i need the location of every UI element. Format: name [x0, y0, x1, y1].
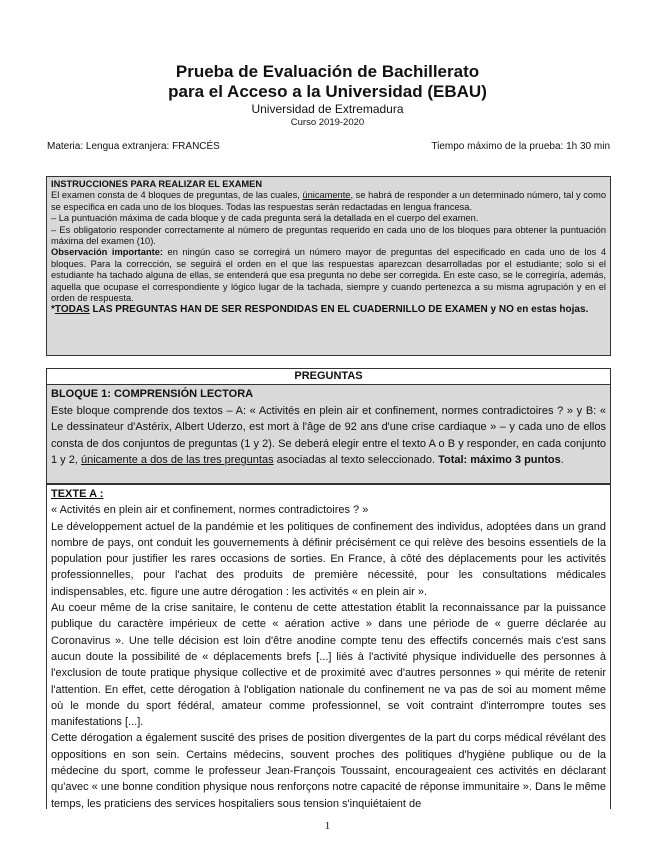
time-limit-label: Tiempo máximo de la prueba: 1h 30 min — [431, 141, 610, 152]
university-name: Universidad de Extremadura — [251, 102, 404, 116]
instructions-paragraph-1 — [51, 190, 606, 213]
exam-title-line1: Prueba de Evaluación de Bachillerato — [175, 62, 480, 81]
final-note-prefix: * — [51, 304, 55, 316]
observation-label: Observación importante: — [51, 247, 163, 258]
preguntas-heading: PREGUNTAS — [46, 368, 611, 385]
instructions-p1-underlined: únicamente — [302, 190, 351, 201]
texte-a-paragraph-2: Au coeur même de la crise sanitaire, le contenu de cette attestation établit la reconnaissance par la puissance publique du caractère impérieux de cette « aération active » dans une période de « guerre déclarée au Coronavirus ». Une telle décision est loin d'être anodine compte tenu des effectifs concernés mais c'est sans aucun doute la possibilité de « déplacements brefs [...] liés à l'activité physique individuelle des personnes à l'exclusion de toute pratique physique collective et de proximité avec d'autres personnes » qui mérite de retenir l'attention. En effet, cette dérogation à l'obligation nationale du confinement ne va pas de soi au moment même où le monde du sport fédéral, amateur comme professionnel, se voit contraint d'interrompre toutes ses manifestations [...]. — [51, 602, 606, 729]
instructions-heading: INSTRUCCIONES PARA REALIZAR EL EXAMEN — [51, 179, 263, 189]
course-year: Curso 2019-2020 — [290, 117, 365, 128]
final-note-underlined: TODAS — [54, 304, 90, 316]
bloque-1-title: BLOQUE 1: COMPRENSIÓN LECTORA — [51, 388, 254, 400]
instructions-p1-end: , se habrá de responder a un determinado número, tal y como se especifica en cada uno de los bloques. Todas las respuestas serán redactadas en lengua francesa. — [51, 190, 606, 212]
instructions-box — [46, 176, 611, 356]
texte-a-paragraph-1: Le développement actuel de la pandémie et les politiques de confinement des individus, adoptées dans un grand nombre de pays, ont conduit les gouvernements à définir précisément ce qui relève des besoins essentiels de la population pour justifier les rares occasions de sorties. En France, à côté des déplacements pour les activités professionnelles, pour l'achat des produits de première nécessité, pour les consultations médicales indispensables, etc. figure une autre dérogation : les activités « en plein air ». — [51, 520, 606, 598]
instructions-p1-start: El examen consta de 4 bloques de preguntas, de las cuales, — [51, 190, 303, 201]
subject-label: Materia: Lengua extranjera: FRANCÉS — [47, 141, 220, 152]
texte-a-heading: TEXTE A : — [51, 488, 104, 500]
bloque-1-box — [46, 384, 611, 484]
texte-a-box — [46, 484, 611, 809]
page-number: 1 — [324, 820, 331, 832]
bloque-text-start: Este bloque comprende dos textos – A: « Activités en plein air et confinement, normes contradictoires ? » y B: « Le dessinateur d'Astérix, Albert Uderzo, est mort à l'âge de 92 ans d'une crise cardiaque » – y cada uno de ellos consta de dos conjuntos de preguntas (1 y 2). Se deberá elegir entre el texto A o B y responder, en cada conjunto 1 y 2, — [51, 404, 606, 466]
bloque-text-underlined: únicamente a dos de las tres preguntas — [80, 454, 274, 466]
bloque-total: Total: máximo 3 puntos — [438, 454, 561, 466]
bloque-text-end: . — [560, 454, 564, 466]
bloque-text-middle: asociadas al texto seleccionado. — [273, 454, 439, 466]
observation-text: en ningún caso se corregirá un número mayor de preguntas del especificado en cada uno de los 4 bloques. Para la corrección, se seguirá el orden en el que las respuestas aparezcan desarrolladas por el estudiante; solo si el estudiante ha tachado alguna de ellas, se entenderá que esa pregunta no debe ser corregida. En este caso, se le corregiría, además, aquella que ocupase el correspondiente y lógico lugar de la tachada, siempre y cuando pertenezca a su misma agrupación y en el orden de respuesta. — [51, 247, 606, 304]
bloque-1-description — [51, 403, 606, 469]
final-note-rest: LAS PREGUNTAS HAN DE SER RESPONDIDAS EN EL CUADERNILLO DE EXAMEN y NO en estas hojas. — [89, 304, 589, 316]
instructions-paragraph-2: – La puntuación máxima de cada bloque y de cada pregunta será la detallada en el cuerpo del examen. — [51, 213, 479, 224]
texte-a-paragraph-3: Cette dérogation a également suscité des prises de position divergentes de la part du corps médical révélant des oppositions en son sein. Certains médecins, souvent proches des politiques d'hygiène publique ou de la médecine du sport, comme le professeur Jean-François Toussaint, encourageaient ces activités en déclarant qu'avec « une bonne condition physique nous renforçons notre capacité de réponse immunitaire ». Dans le même temps, les praticiens des services hospitaliers sous tension s'inquiétaient de — [51, 732, 606, 809]
instructions-observation — [51, 247, 606, 304]
exam-title-line2: para el Acceso a la Universidad (EBAU) — [168, 82, 487, 101]
texte-a-title: « Activités en plein air et confinement, normes contradictoires ? » — [51, 504, 369, 517]
instructions-final-note — [51, 304, 606, 316]
instructions-paragraph-3: – Es obligatorio responder correctamente al número de preguntas requerido en cada uno de los bloques para obtener la puntuación máxima del examen (10). — [51, 224, 606, 247]
